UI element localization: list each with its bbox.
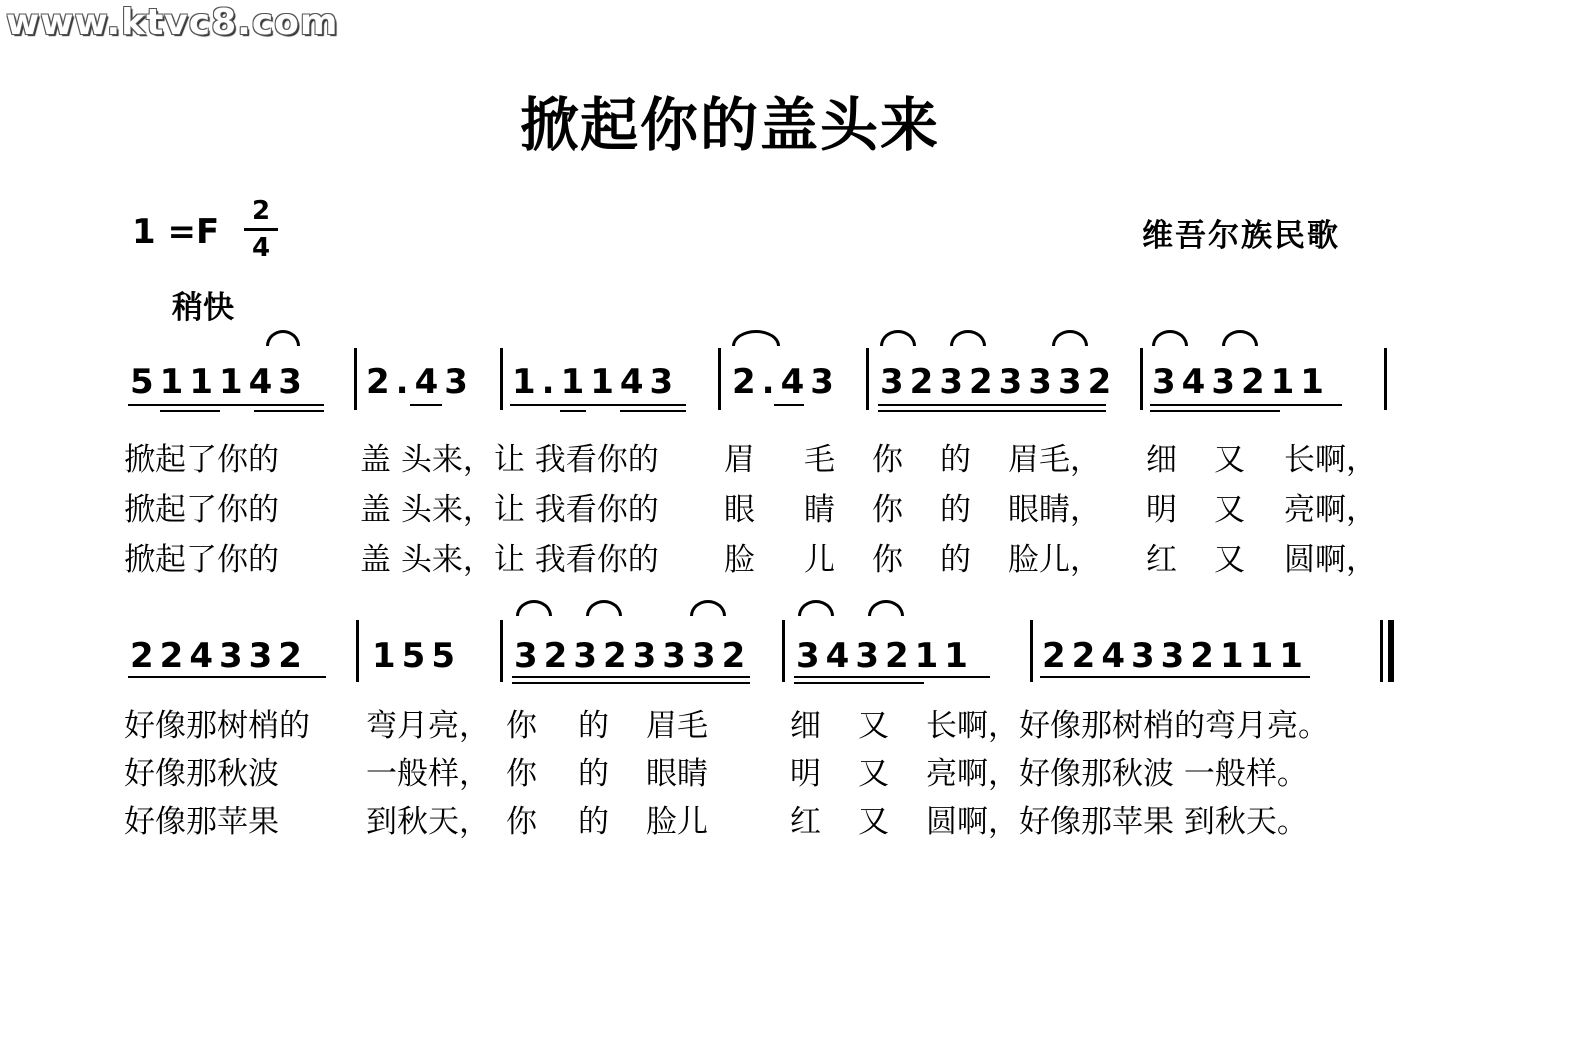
slur (868, 600, 904, 616)
bar-line (782, 620, 785, 682)
lyric-v3-c: 脸 (724, 542, 755, 578)
lyric-v1-f: 的 (940, 442, 971, 478)
lyric2-v1-b: 弯月亮， (366, 708, 490, 744)
lyric-v3-h: 红 (1146, 542, 1177, 578)
lyric-v2-h: 明 (1146, 492, 1177, 528)
slur (732, 330, 780, 346)
beam (620, 410, 686, 412)
lyric2-v2-c: 你 (506, 756, 537, 792)
beam (774, 404, 804, 406)
lyric2-v2-h: 亮啊，好像那秋波 一般样。 (926, 756, 1308, 792)
final-bar-thin (1380, 620, 1383, 682)
watermark: www.ktvc8.com (6, 2, 339, 43)
lyric-v2-j: 亮啊， (1284, 492, 1377, 528)
lyric-v2-g: 眼睛， (1008, 492, 1101, 528)
lyric-v2-e: 你 (872, 492, 903, 528)
key-signature: 1 =F (132, 212, 220, 252)
lyric-v3-e: 你 (872, 542, 903, 578)
bar-line (866, 348, 869, 410)
lyric2-v2-d: 的 (578, 756, 609, 792)
song-source: 维吾尔族民歌 (1142, 218, 1340, 254)
time-signature-bottom: 4 (251, 233, 271, 263)
bar-line (1030, 620, 1033, 682)
beam (128, 676, 326, 678)
bar-line (718, 348, 721, 410)
lyric2-v1-a: 好像那树梢的 (124, 708, 310, 744)
lyric-v1-c: 眉 (724, 442, 755, 478)
lyric-v1-g: 眉毛， (1008, 442, 1101, 478)
lyric-v3-g: 脸儿， (1008, 542, 1101, 578)
beam (878, 410, 1106, 412)
lyric-v3-i: 又 (1214, 542, 1245, 578)
bar-line (356, 620, 359, 682)
lyric2-v2-e: 眼睛 (646, 756, 708, 792)
lyric-v3-a: 掀起了你的 (124, 542, 279, 578)
slur (880, 330, 916, 346)
lyric2-v3-f: 红 (790, 804, 821, 840)
beam (512, 676, 750, 678)
time-signature-divider (244, 228, 278, 231)
lyric2-v3-h: 圆啊，好像那苹果 到秋天。 (926, 804, 1308, 840)
slur (266, 330, 300, 346)
lyric2-v2-b: 一般样， (366, 756, 490, 792)
lyric2-v2-f: 明 (790, 756, 821, 792)
measure-7: 224332 (130, 636, 308, 676)
lyric2-v1-f: 细 (790, 708, 821, 744)
lyric-v1-a: 掀起了你的 (124, 442, 279, 478)
measure-1: 511143 (130, 362, 308, 402)
measure-5: 32323332 (880, 362, 1118, 402)
lyric-v1-e: 你 (872, 442, 903, 478)
beam (794, 676, 990, 678)
slur (1052, 330, 1088, 346)
beam (560, 410, 586, 412)
time-signature (244, 196, 278, 263)
lyric-v1-h: 细 (1146, 442, 1177, 478)
lyric2-v3-a: 好像那苹果 (124, 804, 279, 840)
slur (1152, 330, 1188, 346)
bar-line (1384, 348, 1387, 410)
lyric2-v1-c: 你 (506, 708, 537, 744)
beam (510, 404, 686, 406)
lyric-v2-i: 又 (1214, 492, 1245, 528)
beam (1150, 404, 1342, 406)
time-signature-top: 2 (251, 196, 271, 226)
lyric2-v3-g: 又 (858, 804, 889, 840)
lyric2-v1-h: 长啊，好像那树梢的弯月亮。 (926, 708, 1329, 744)
beam (1150, 410, 1280, 412)
lyric-v2-d: 睛 (804, 492, 835, 528)
lyric2-v3-b: 到秋天， (366, 804, 490, 840)
lyric-v3-j: 圆啊， (1284, 542, 1377, 578)
lyric-v1-b: 盖 头来，让 我看你的 (360, 442, 659, 478)
beam (254, 410, 324, 412)
final-bar-thick (1388, 620, 1394, 682)
lyric-v1-j: 长啊， (1284, 442, 1377, 478)
beam (1040, 676, 1310, 678)
lyric-v3-f: 的 (940, 542, 971, 578)
lyric2-v2-g: 又 (858, 756, 889, 792)
measure-8: 155 (372, 636, 461, 676)
lyric-v2-c: 眼 (724, 492, 755, 528)
measure-4: 2.43 (732, 362, 840, 402)
beam (160, 410, 220, 412)
measure-11: 224332111 (1042, 636, 1309, 676)
lyric-v2-a: 掀起了你的 (124, 492, 279, 528)
lyric2-v2-a: 好像那秋波 (124, 756, 279, 792)
lyric2-v3-e: 脸儿 (646, 804, 708, 840)
slur (516, 600, 552, 616)
slur (1222, 330, 1258, 346)
beam (512, 682, 750, 684)
bar-line (500, 620, 503, 682)
lyric-v1-i: 又 (1214, 442, 1245, 478)
lyric2-v1-e: 眉毛 (646, 708, 708, 744)
beam (410, 404, 442, 406)
bar-line (1140, 348, 1143, 410)
bar-line (500, 348, 503, 410)
measure-10: 343211 (796, 636, 974, 676)
beam (794, 682, 924, 684)
lyric2-v1-d: 的 (578, 708, 609, 744)
lyric2-v3-c: 你 (506, 804, 537, 840)
lyric-v2-b: 盖 头来，让 我看你的 (360, 492, 659, 528)
slur (586, 600, 622, 616)
measure-6: 343211 (1152, 362, 1330, 402)
measure-2: 2.43 (366, 362, 474, 402)
slur (950, 330, 986, 346)
lyric-v3-d: 儿 (804, 542, 835, 578)
lyric-v1-d: 毛 (804, 442, 835, 478)
lyric-v3-b: 盖 头来，让 我看你的 (360, 542, 659, 578)
beam (878, 404, 1106, 406)
measure-3: 1.1143 (512, 362, 680, 402)
slur (690, 600, 726, 616)
lyric2-v3-d: 的 (578, 804, 609, 840)
slur (798, 600, 834, 616)
bar-line (354, 348, 357, 410)
lyric-v2-f: 的 (940, 492, 971, 528)
lyric2-v1-g: 又 (858, 708, 889, 744)
song-title: 掀起你的盖头来 (519, 91, 940, 159)
beam (128, 404, 324, 406)
tempo-marking: 稍快 (172, 290, 234, 326)
measure-9: 32323332 (514, 636, 752, 676)
